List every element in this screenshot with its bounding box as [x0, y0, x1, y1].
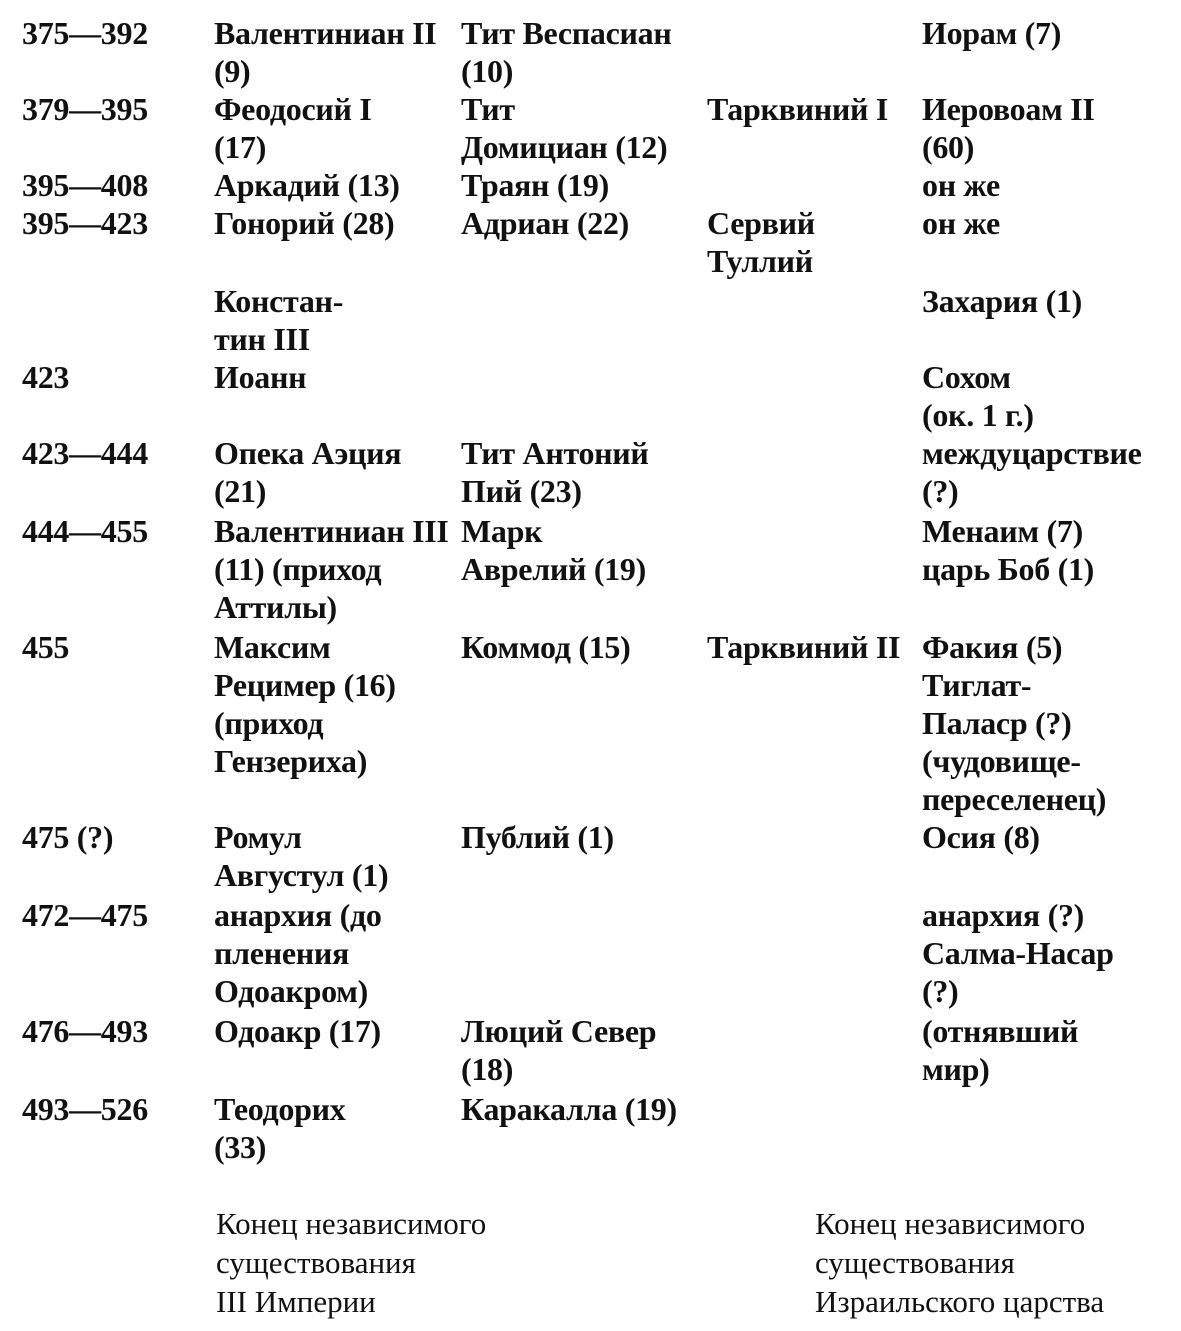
third-rome-ruler: Аркадий (13): [214, 167, 400, 203]
second-rome-ruler: Каракалла (19): [461, 1091, 677, 1127]
second-rome-ruler: Коммод (15): [461, 629, 631, 665]
reign-date: 423: [22, 359, 70, 395]
second-rome-ruler: Тит Веспасиан (10): [461, 15, 672, 89]
third-rome-ruler: Максим Рецимер (16) (приход Гензериха): [214, 629, 396, 779]
second-rome-ruler: Люций Север (18): [461, 1013, 657, 1087]
reign-date: 493—526: [22, 1091, 148, 1127]
reign-date: 475 (?): [22, 819, 114, 855]
israel-ruler: анархия (?) Салма-Насар (?): [922, 897, 1114, 1009]
third-rome-ruler: Ромул Августул (1): [214, 819, 389, 893]
second-rome-ruler: Марк Аврелий (19): [461, 513, 646, 587]
second-rome-ruler: Тит Домициан (12): [461, 91, 668, 165]
reign-date: 375—392: [22, 15, 148, 51]
reign-date: 379—395: [22, 91, 148, 127]
israel-ruler: (отнявший мир): [922, 1013, 1079, 1087]
reign-date: 423—444: [22, 435, 148, 471]
second-rome-ruler: Тит Антоний Пий (23): [461, 435, 649, 509]
israel-ruler: Менаим (7) царь Боб (1): [922, 513, 1095, 587]
second-rome-ruler: Адриан (22): [461, 205, 629, 241]
third-rome-ruler: Теодорих (33): [214, 1091, 346, 1165]
first-rome-ruler: Тарквиний I: [707, 91, 888, 127]
reign-date: 444—455: [22, 513, 148, 549]
israel-kingdom-end-note: Конец независимого существования Израильского царства: [815, 1206, 1105, 1319]
second-rome-ruler: Публий (1): [461, 819, 614, 855]
israel-ruler: Сохом (ок. 1 г.): [922, 359, 1034, 433]
reign-date: 476—493: [22, 1013, 148, 1049]
third-rome-ruler: Валентиниан III (11) (приход Аттилы): [214, 513, 449, 625]
third-rome-ruler: Феодосий I (17): [214, 91, 372, 165]
israel-ruler: он же: [922, 205, 1000, 241]
israel-ruler: он же: [922, 167, 1000, 203]
israel-ruler: междуцарствие (?): [922, 435, 1142, 509]
third-rome-ruler: Иоанн: [214, 359, 307, 395]
israel-ruler: Осия (8): [922, 819, 1040, 855]
israel-ruler: Факия (5) Тиглат- Паласр (?) (чудовище- переселенец): [922, 629, 1107, 817]
reign-date: 395—408: [22, 167, 148, 203]
first-rome-ruler: Сервий Туллий: [707, 205, 815, 279]
third-rome-ruler: Опека Аэция (21): [214, 435, 402, 509]
third-rome-ruler: Одоакр (17): [214, 1013, 381, 1049]
third-rome-ruler: анархия (до пленения Одоакром): [214, 897, 382, 1009]
israel-ruler: Захария (1): [922, 283, 1083, 319]
reign-date: 455: [22, 629, 70, 665]
israel-ruler: Иорам (7): [922, 15, 1062, 51]
israel-ruler: Иеровоам II (60): [922, 91, 1095, 165]
third-empire-end-note: Конец независимого существования III Империи: [216, 1206, 487, 1319]
reign-date: 395—423: [22, 205, 148, 241]
reign-date: 472—475: [22, 897, 148, 933]
second-rome-ruler: Траян (19): [461, 167, 609, 203]
third-rome-ruler: Констан- тин III: [214, 283, 344, 357]
third-rome-ruler: Валентиниан II (9): [214, 15, 437, 89]
third-rome-ruler: Гонорий (28): [214, 205, 395, 241]
first-rome-ruler: Тарквиний II: [707, 629, 901, 665]
